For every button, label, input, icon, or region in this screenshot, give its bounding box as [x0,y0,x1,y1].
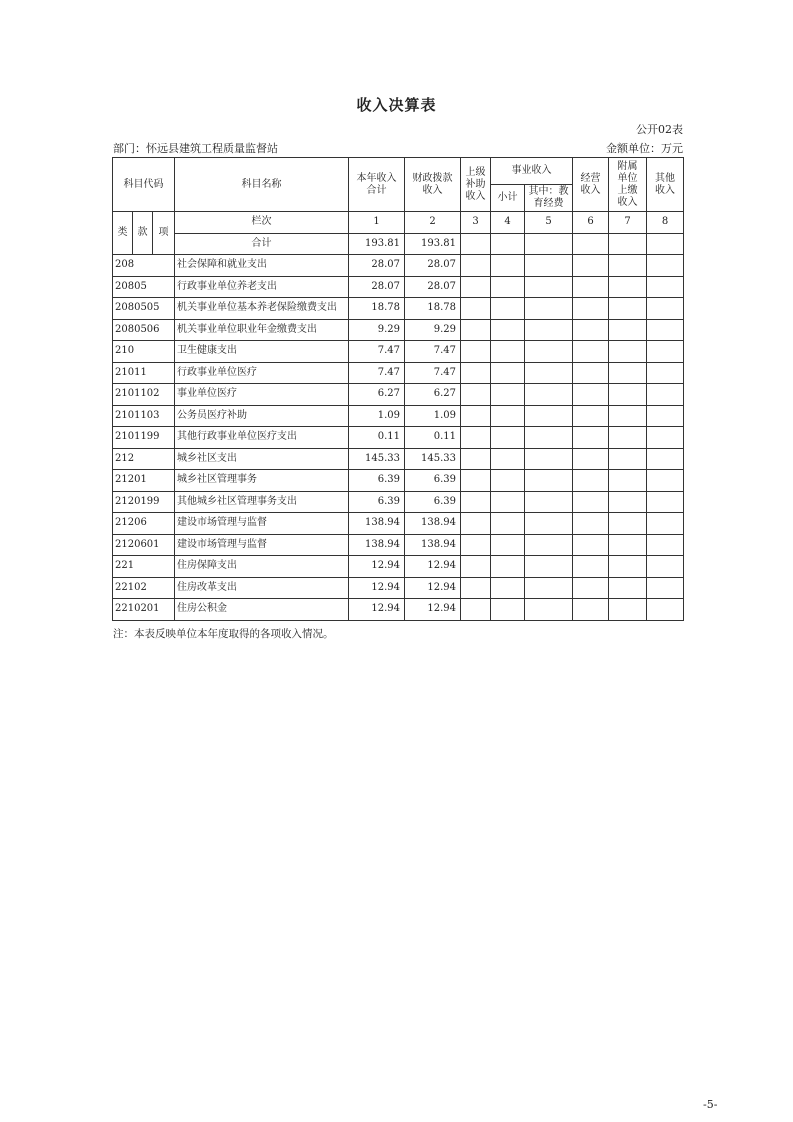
subject-name: 建设市场管理与监督 [175,513,349,535]
empty-cell [647,276,684,298]
header-lei: 类 [113,212,133,255]
fiscal-value: 1.09 [405,405,461,427]
subject-code: 2101199 [113,427,175,449]
empty-cell [491,534,525,556]
total-row-income: 193.81 [349,233,405,255]
empty-cell [461,534,491,556]
subject-code: 210 [113,341,175,363]
empty-cell [609,276,647,298]
empty-cell [491,384,525,406]
header-subtotal: 小计 [491,185,525,212]
col-num: 8 [647,212,684,234]
total-income-value: 28.07 [349,255,405,277]
total-income-value: 145.33 [349,448,405,470]
empty-cell [609,556,647,578]
table-note: 注：本表反映单位本年度取得的各项收入情况。 [113,628,334,640]
empty-cell [609,384,647,406]
total-income-value: 6.39 [349,470,405,492]
subject-name: 城乡社区支出 [175,448,349,470]
fiscal-value: 28.07 [405,255,461,277]
fiscal-value: 12.94 [405,599,461,621]
empty-cell [573,491,609,513]
subject-code: 21011 [113,362,175,384]
empty-cell [609,405,647,427]
fiscal-value: 145.33 [405,448,461,470]
total-income-value: 9.29 [349,319,405,341]
fiscal-value: 138.94 [405,534,461,556]
empty-cell [491,405,525,427]
subject-name: 卫生健康支出 [175,341,349,363]
fiscal-value: 138.94 [405,513,461,535]
header-xiang: 项 [153,212,175,255]
header-other: 其他收入 [647,158,684,212]
total-income-value: 1.09 [349,405,405,427]
empty-cell [525,556,573,578]
empty-cell [491,599,525,621]
subject-code: 2101103 [113,405,175,427]
empty-cell [461,577,491,599]
header-operating: 经营收入 [573,158,609,212]
col-num: 5 [525,212,573,234]
empty-cell [461,255,491,277]
subject-code: 20805 [113,276,175,298]
empty-cell [461,405,491,427]
subject-name: 建设市场管理与监督 [175,534,349,556]
total-income-value: 0.11 [349,427,405,449]
empty-cell [461,276,491,298]
empty-cell [461,491,491,513]
empty-cell [573,534,609,556]
empty-cell [573,513,609,535]
subject-code: 2120601 [113,534,175,556]
empty-cell [461,298,491,320]
empty-cell [647,599,684,621]
empty-cell [525,362,573,384]
table-row [113,319,684,341]
total-income-value: 7.47 [349,341,405,363]
empty-cell [461,384,491,406]
empty-cell [491,556,525,578]
empty-cell [491,577,525,599]
empty-cell [609,491,647,513]
table-row [113,405,684,427]
empty-cell [491,276,525,298]
empty-cell [525,577,573,599]
fiscal-value: 28.07 [405,276,461,298]
table-row [113,362,684,384]
table-row [113,384,684,406]
subject-code: 2080506 [113,319,175,341]
empty-cell [609,448,647,470]
table-row [113,276,684,298]
subject-code: 208 [113,255,175,277]
subject-name: 住房公积金 [175,599,349,621]
empty-cell [573,276,609,298]
header-affiliated: 附属单位上缴收入 [609,158,647,212]
empty-cell [647,491,684,513]
empty-cell [461,556,491,578]
empty-cell [525,534,573,556]
empty-cell [647,341,684,363]
empty-cell [647,556,684,578]
empty-cell [461,319,491,341]
subject-name: 社会保障和就业支出 [175,255,349,277]
empty-cell [647,427,684,449]
fiscal-value: 18.78 [405,298,461,320]
empty-cell [525,298,573,320]
empty-cell [491,298,525,320]
col-num: 2 [405,212,461,234]
col-num: 7 [609,212,647,234]
table-row [113,534,684,556]
empty-cell [609,255,647,277]
header-career: 事业收入 [491,158,573,185]
subject-name: 其他城乡社区管理事务支出 [175,491,349,513]
empty-cell [609,599,647,621]
header-lanci: 栏次 [175,212,349,234]
header-education: 其中：教育经费 [525,185,573,212]
empty-cell [491,255,525,277]
empty-cell [647,362,684,384]
fiscal-value: 12.94 [405,556,461,578]
empty-cell [573,427,609,449]
department-label: 部门：怀远县建筑工程质量监督站 [113,142,278,155]
empty-cell [609,513,647,535]
empty-cell [573,341,609,363]
header-fiscal: 财政拨款收入 [405,158,461,212]
fiscal-value: 6.27 [405,384,461,406]
empty-cell [647,470,684,492]
empty-cell [525,599,573,621]
col-num: 1 [349,212,405,234]
empty-cell [647,577,684,599]
empty-cell [573,362,609,384]
empty-cell [525,276,573,298]
col-num: 4 [491,212,525,234]
fiscal-value: 9.29 [405,319,461,341]
empty-cell [461,470,491,492]
fiscal-value: 0.11 [405,427,461,449]
empty-cell [573,319,609,341]
subject-name: 行政事业单位医疗 [175,362,349,384]
total-income-value: 18.78 [349,298,405,320]
subject-name: 住房改革支出 [175,577,349,599]
empty-cell [573,470,609,492]
empty-cell [573,298,609,320]
subject-name: 行政事业单位养老支出 [175,276,349,298]
empty-cell [609,341,647,363]
table-row [113,341,684,363]
empty-cell [647,384,684,406]
col-num: 3 [461,212,491,234]
empty-cell [609,534,647,556]
empty-cell [525,255,573,277]
subject-name: 事业单位医疗 [175,384,349,406]
subject-code: 21201 [113,470,175,492]
empty-cell [525,491,573,513]
subject-code: 21206 [113,513,175,535]
total-income-value: 138.94 [349,513,405,535]
empty-cell [573,577,609,599]
table-row [113,298,684,320]
subject-code: 22102 [113,577,175,599]
table-row [113,556,684,578]
total-income-value: 7.47 [349,362,405,384]
form-number: 公开02表 [636,123,683,136]
empty-cell [525,513,573,535]
empty-cell [491,427,525,449]
total-income-value: 12.94 [349,599,405,621]
table-row [113,577,684,599]
empty-cell [491,513,525,535]
empty-cell [573,384,609,406]
table-row [113,427,684,449]
col-num: 6 [573,212,609,234]
fiscal-value: 6.39 [405,470,461,492]
table-row [113,599,684,621]
fiscal-value: 7.47 [405,362,461,384]
subject-code: 212 [113,448,175,470]
empty-cell [609,470,647,492]
fiscal-value: 12.94 [405,577,461,599]
empty-cell [491,470,525,492]
total-income-value: 12.94 [349,577,405,599]
subject-name: 城乡社区管理事务 [175,470,349,492]
empty-cell [461,448,491,470]
subject-name: 公务员医疗补助 [175,405,349,427]
header-kuan: 款 [133,212,153,255]
table-row [113,470,684,492]
empty-cell [525,341,573,363]
fiscal-value: 7.47 [405,341,461,363]
empty-cell [647,534,684,556]
subject-code: 2101102 [113,384,175,406]
table-row [113,255,684,277]
empty-cell [647,319,684,341]
empty-cell [525,384,573,406]
empty-cell [609,298,647,320]
empty-cell [609,577,647,599]
empty-cell [461,427,491,449]
total-row-fiscal: 193.81 [405,233,461,255]
total-income-value: 138.94 [349,534,405,556]
subject-name: 机关事业单位职业年金缴费支出 [175,319,349,341]
total-income-value: 12.94 [349,556,405,578]
empty-cell [461,599,491,621]
subject-code: 221 [113,556,175,578]
header-subject-code: 科目代码 [113,158,175,212]
subject-code: 2210201 [113,599,175,621]
empty-cell [491,319,525,341]
subject-code: 2120199 [113,491,175,513]
header-total-income: 本年收入合计 [349,158,405,212]
empty-cell [647,405,684,427]
empty-cell [573,448,609,470]
income-table [112,157,684,621]
empty-cell [573,255,609,277]
empty-cell [525,448,573,470]
empty-cell [461,513,491,535]
total-row-label: 合计 [175,233,349,255]
header-subject-name: 科目名称 [175,158,349,212]
total-income-value: 28.07 [349,276,405,298]
table-row [113,513,684,535]
table-row [113,448,684,470]
empty-cell [609,427,647,449]
empty-cell [491,491,525,513]
empty-cell [491,362,525,384]
total-income-value: 6.39 [349,491,405,513]
subject-name: 其他行政事业单位医疗支出 [175,427,349,449]
page-title: 收入决算表 [356,96,437,114]
header-superior: 上级补助收入 [461,158,491,212]
empty-cell [461,341,491,363]
amount-unit-label: 金额单位：万元 [606,142,683,155]
empty-cell [525,319,573,341]
fiscal-value: 6.39 [405,491,461,513]
subject-name: 机关事业单位基本养老保险缴费支出 [175,298,349,320]
page-number: -5- [703,1098,718,1111]
empty-cell [573,405,609,427]
empty-cell [573,599,609,621]
empty-cell [609,319,647,341]
total-income-value: 6.27 [349,384,405,406]
empty-cell [525,405,573,427]
empty-cell [491,448,525,470]
empty-cell [609,362,647,384]
subject-name: 住房保障支出 [175,556,349,578]
empty-cell [525,427,573,449]
empty-cell [647,255,684,277]
empty-cell [461,362,491,384]
empty-cell [647,298,684,320]
empty-cell [525,470,573,492]
empty-cell [647,513,684,535]
empty-cell [647,448,684,470]
table-row [113,491,684,513]
subject-code: 2080505 [113,298,175,320]
empty-cell [491,341,525,363]
empty-cell [573,556,609,578]
